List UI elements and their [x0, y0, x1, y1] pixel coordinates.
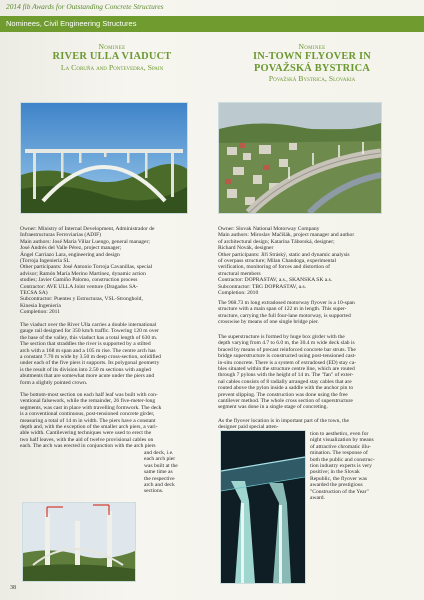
left-project-title: RIVER ULLA VIADUCT — [52, 51, 172, 62]
pier-construction-photo — [22, 502, 136, 582]
pylon-night-photo — [220, 430, 306, 584]
right-title-block — [214, 42, 410, 84]
right-paragraph-3b: tion to aesthetics, even for night visualization by means of attractive chromatic illu- mination. The response of both the public and construc- tion industry experts is very positive; in the Slovak Republic, the flyover was awarded the prestigious "Construction of the Year" award. — [310, 431, 375, 502]
left-project-location: La Coruña and Pontevedra, Spain — [60, 62, 164, 72]
right-nominee-label: Nominee — [298, 42, 326, 51]
right-paragraph-2: The superstructure is formed by huge box girder with the depth varying from 4.7 to 6.0 m, the 30.4 m wide deck slab is braced by means of precast reinforced concrete bar struts. The bridge superstructure is constructed using post-tensioned cast- in-situ concrete. There is a system of extradosed (ED) stay ca- bles situated within the structure centre line, which are routed through 7 pylons with the height of 14 m. The "fan" of exter- nal cables consists of 8 radially arranged stay cables that are routed above the pylon inside a saddle with the anchor pin to prevent slipping. The construction was done using the free cantilever method. The whole cross section of superstructure segment was done in a single stage of concreting. — [218, 334, 357, 411]
right-project-location: Považská Bystrica, Slovakia — [268, 74, 356, 83]
right-paragraph-1: The 968.73 m long extradosed motorway flyover is a 10-span structure with a main span of 122 m in length. This super- structure, carrying the full four-lane motorway, is supported crosswise by means of one single bridge pier. — [218, 300, 355, 326]
viaduct-photo — [20, 102, 188, 214]
left-nominee-label: Nominee — [98, 42, 126, 51]
left-paragraph-2: The bottom-most section on each half leaf was built with con- ventional falsework, while the remainder, 26 five-meter-long segments, was cast in place with travelling formwork. The deck is a conventional continuous, post-tensioned concrete girder, measuring a total of 14 m in width. The piers have a constant depth and, with the exception of the smaller arch piers, a vari- able width. Cantilevering techniques were used to erect the two half leaves, with the aid of twelve provisional cables on each. The arch was erected in conjunction with the arch piers — [20, 392, 162, 450]
right-project-title-2: POVAŽSKÁ BYSTRICA — [253, 62, 371, 74]
section-bar: Nominees, Civil Engineering Structures — [0, 16, 424, 32]
right-paragraph-3a: As the flyover location is in important part of the town, the designer paid special atten- — [218, 418, 349, 431]
left-paragraph-2-end: and deck, i.e. each arch pier was built at the same time as the respective arch and deck sections. — [144, 450, 178, 495]
flyover-photo — [218, 102, 382, 214]
left-paragraph-1: The viaduct over the River Ulla carries a double international gauge rail designed for 350 km/h traffic. Towering 120 m over the base of the valley, this viaduct has a total length of 630 m. The section that straddles the river is supported by a stilted arch with a 168 m span and a 105 m rise. The centre arch has a constant 7.70 m wide by 3.50 m deep cross-section, solidified under each of the five piers it supports. Its polygonal geometry is the result of its division into 2.50 m sections with angled abutments that are somewhat more acute under the piers and form a slightly pointed crown. — [20, 322, 161, 386]
page-header: 2014 fib Awards for Outstanding Concrete Structures — [6, 2, 164, 11]
left-credits: Owner: Ministry of Internal Development, Administrador de Infraestructuras Ferroviarias (ADIF) Main authors: José María Villar Luengo, general manager; José Andrés del Valle Pérez, project manager; Ángel Carriazo Lara, engineering and design (Torroja Ingeniería SL Other participants: José Antonio Torroja Cavanillas, special advisor; Ramón María Merino Martínez, dynamic action studies; Javier Gamiño Palomo, construction process Contractor: AVE ULLA Joint venture (Dragados SA- TECSA SA) Subcontractor: Puentes y Estructuras, VSL-Stronghold, Kinesia Ingeniería Completion: 2011 — [20, 226, 155, 316]
right-project-title-1: IN-TOWN FLYOVER IN — [253, 51, 371, 62]
right-credits: Owner: Slovak National Motorway Company Main authors: Miroslav Mačišák, project manager and author of architectural design; Katarína Táborská, designer; Richard Novák, designer Other participants: Jiří Stráský, static and dynamic analysis of overpass structure; Milan Chandoga, experimental verification, monitoring of forces and distortion of structural members Contractor: DOPRASTAV, a.s., SKANSKA SK a.s. Subcontractor: TBG DOPRASTAV, a.s. Completion: 2010 — [218, 226, 355, 297]
page-number: 38 — [10, 585, 16, 591]
left-title-block — [14, 42, 210, 73]
